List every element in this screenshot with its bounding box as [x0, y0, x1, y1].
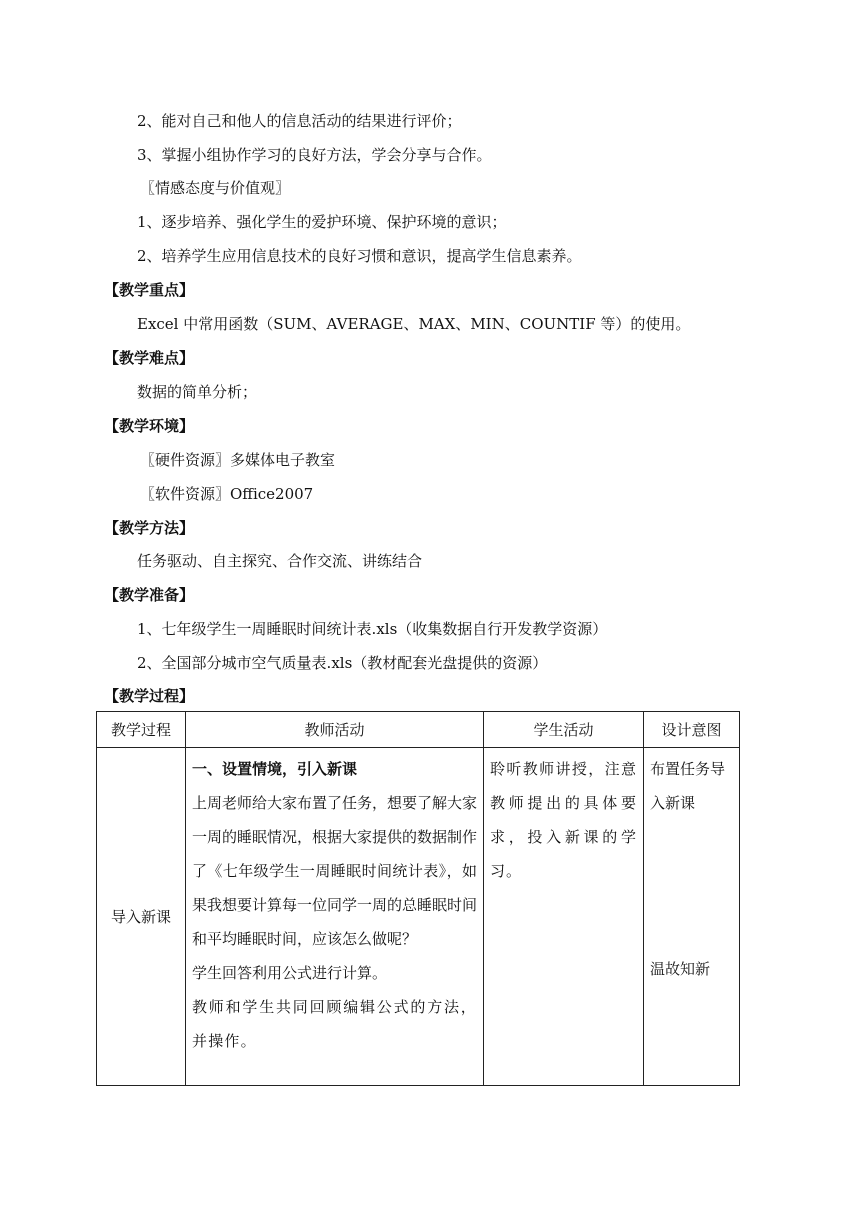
- teacher-activity-cell: [186, 748, 484, 1086]
- table-row: [97, 748, 740, 1086]
- stage-cell: 导入新课: [97, 748, 186, 1086]
- table-header-row: [97, 712, 740, 748]
- teacher-activity-paragraph: 上周老师给大家布置了任务，想要了解大家一周的睡眠情况，根据大家提供的数据制作了《七年级学生一周睡眠时间统计表》，如果我想要计算每一位同学一周的总睡眠时间和平均睡眠时间，应该怎么做呢？: [192, 794, 478, 948]
- methods-text: 任务驱动、自主探究、合作交流、讲练结合: [137, 552, 423, 570]
- intent-spacer: [650, 820, 733, 952]
- student-activity-text: 聆听教师讲授，注意教师提出的具体要求，投入新课的学习。: [490, 760, 637, 880]
- teacher-activity-title: 一、设置情境，引入新课: [192, 760, 358, 778]
- preparation-heading: 【教学准备】: [104, 586, 195, 604]
- preparation-item-1: 1、七年级学生一周睡眠时间统计表.xls（收集数据自行开发教学资源）: [137, 620, 608, 638]
- key-points-heading: 【教学重点】: [104, 281, 195, 299]
- student-activity-cell: [484, 748, 644, 1086]
- design-intent-1: 布置任务导入新课: [650, 760, 726, 812]
- difficulties-heading: 【教学难点】: [104, 349, 195, 367]
- column-header-teacher: 教师活动: [186, 712, 484, 748]
- process-heading: 【教学过程】: [104, 687, 195, 705]
- objective-item-3: 3、掌握小组协作学习的良好方法，学会分享与合作。: [137, 146, 492, 164]
- column-header-stage: 教学过程: [97, 712, 186, 748]
- emotion-label: 〖情感态度与价值观〗: [140, 179, 291, 197]
- design-intent-2: 温故知新: [650, 960, 711, 978]
- teaching-process-table: [96, 711, 740, 1086]
- emotion-item-2: 2、培养学生应用信息技术的良好习惯和意识，提高学生信息素养。: [137, 247, 582, 265]
- column-header-student: 学生活动: [484, 712, 644, 748]
- design-intent-cell: [644, 748, 740, 1086]
- teacher-activity-answer: 学生回答利用公式进行计算。: [192, 964, 388, 982]
- hardware-resource: 〖硬件资源〗多媒体电子教室: [140, 451, 336, 469]
- methods-heading: 【教学方法】: [104, 519, 195, 537]
- environment-heading: 【教学环境】: [104, 417, 195, 435]
- emotion-item-1: 1、逐步培养、强化学生的爱护环境、保护环境的意识；: [137, 213, 507, 231]
- software-resource: 〖软件资源〗Office2007: [140, 485, 314, 503]
- objective-item-2: 2、能对自己和他人的信息活动的结果进行评价；: [137, 112, 462, 130]
- preparation-item-2: 2、全国部分城市空气质量表.xls（教材配套光盘提供的资源）: [137, 654, 548, 672]
- column-header-intent: 设计意图: [644, 712, 740, 748]
- key-points-text: Excel 中常用函数（SUM、AVERAGE、MAX、MIN、COUNTIF 等）的使用。: [137, 315, 691, 333]
- difficulties-text: 数据的简单分析；: [137, 383, 258, 401]
- teacher-activity-review: 教师和学生共同回顾编辑公式的方法，并操作。: [192, 998, 477, 1050]
